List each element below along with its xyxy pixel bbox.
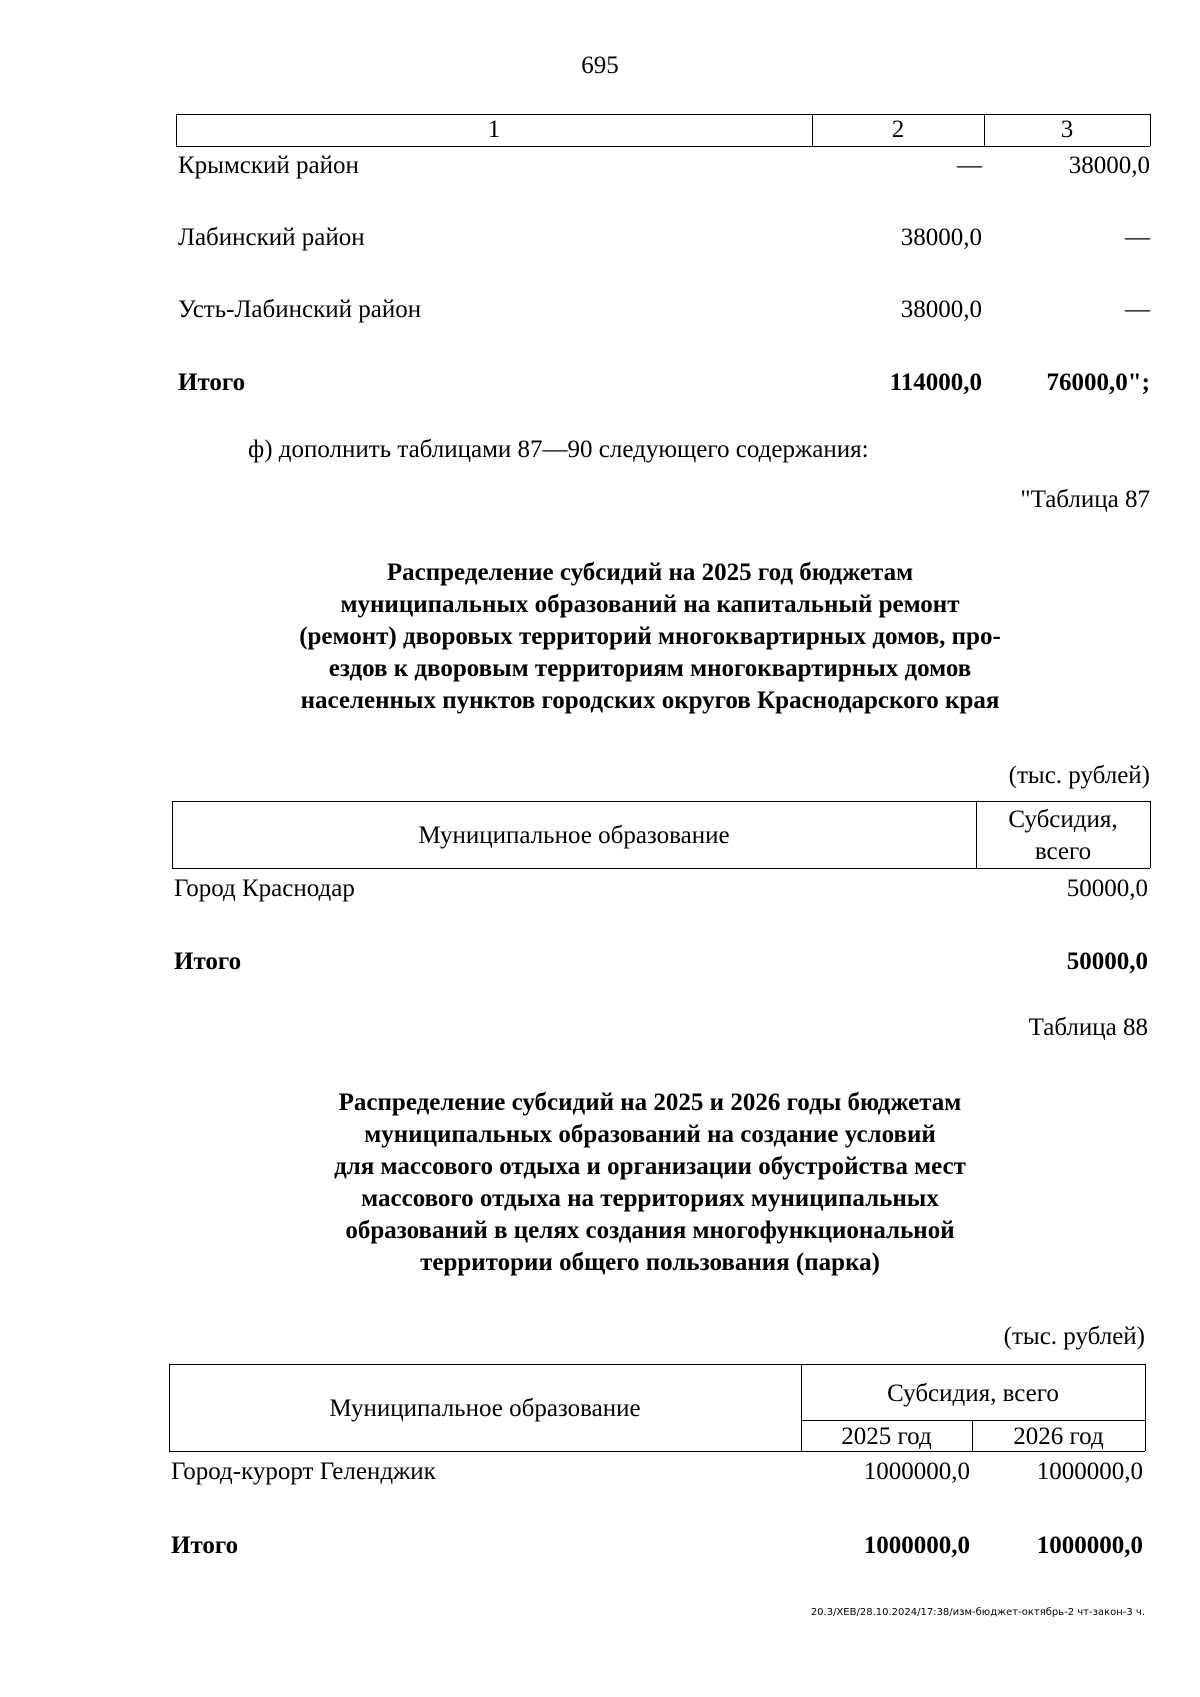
title-line: муниципальных образований на создание условий (364, 1121, 936, 1148)
table-title (150, 557, 1150, 717)
table-border (176, 114, 1150, 115)
row-value: 38000,0 (900, 296, 982, 323)
total-value: 1000000,0 (863, 1532, 970, 1559)
table-border (1150, 801, 1151, 868)
row-name: Крымский район (178, 152, 359, 179)
title-line: массового отдыха на территориях муниципальных (361, 1185, 939, 1212)
title-line: образований в целях создания многофункциональной (345, 1217, 955, 1244)
row-name: Город Краснодар (174, 875, 355, 902)
column-header: Субсидия, (1008, 806, 1118, 833)
table-border (801, 1420, 1145, 1421)
row-value: — (957, 152, 982, 179)
total-label: Итого (178, 369, 246, 396)
table-border (176, 146, 1150, 147)
column-header: 1 (487, 116, 501, 143)
row-value: 1000000,0 (863, 1458, 970, 1485)
table-label: Таблица 88 (1028, 1014, 1148, 1041)
units-label: (тыс. рублей) (1003, 1323, 1145, 1350)
row-value: 38000,0 (900, 224, 982, 251)
column-header: 2026 год (1013, 1423, 1104, 1450)
total-value: 114000,0 (889, 369, 982, 396)
row-name: Усть-Лабинский район (178, 296, 422, 323)
column-header: всего (1034, 838, 1092, 865)
units-label: (тыс. рублей) (1008, 762, 1150, 789)
title-line: Распределение субсидий на 2025 и 2026 годы бюджетам (338, 1089, 962, 1116)
column-header: 2 (891, 116, 905, 143)
row-value: — (1125, 296, 1150, 323)
table-border (169, 1451, 1145, 1452)
title-line: населенных пунктов городских округов Краснодарского края (300, 687, 1000, 714)
total-label: Итого (171, 1532, 239, 1559)
total-value: 50000,0 (1066, 948, 1148, 975)
page-number: 695 (581, 52, 619, 79)
table-label: "Таблица 87 (1020, 486, 1150, 513)
title-line: ездов к дворовым территориям многоквартирных домов (328, 655, 972, 682)
row-value: 38000,0 (1068, 152, 1150, 179)
column-header-group: Субсидия, всего (887, 1380, 1059, 1407)
total-value: 1000000,0 (1036, 1532, 1143, 1559)
table-border (169, 1364, 1145, 1365)
table-border (172, 868, 1150, 869)
row-value: 50000,0 (1066, 875, 1148, 902)
row-value: — (1125, 224, 1150, 251)
title-line: для массового отдыха и организации обустройства мест (334, 1153, 966, 1180)
table-border (1145, 1364, 1146, 1451)
total-label: Итого (174, 948, 242, 975)
row-name: Лабинский район (178, 224, 365, 251)
footer-text: 20.3/XEB/28.10.2024/17:38/изм-бюджет-октябрь-2 чт-закон-3 ч. (810, 1607, 1145, 1618)
title-line: Распределение субсидий на 2025 год бюджетам (386, 559, 914, 586)
column-header: 2025 год (841, 1423, 932, 1450)
table-title (150, 1087, 1150, 1279)
table-border (1150, 114, 1151, 146)
column-header: Муниципальное образование (329, 1395, 641, 1422)
table-border (172, 801, 1150, 802)
row-name: Город-курорт Геленджик (171, 1458, 436, 1485)
title-line: (ремонт) дворовых территорий многоквартирных домов, про- (299, 623, 1001, 650)
title-line: муниципальных образований на капитальный ремонт (340, 591, 960, 618)
row-value: 1000000,0 (1036, 1458, 1143, 1485)
column-header: 3 (1060, 116, 1074, 143)
column-header: Муниципальное образование (418, 822, 730, 849)
instruction-text: ф) дополнить таблицами 87—90 следующего содержания: (248, 436, 869, 463)
total-value: 76000,0"; (1046, 369, 1150, 396)
title-line: территории общего пользования (парка) (420, 1249, 880, 1276)
